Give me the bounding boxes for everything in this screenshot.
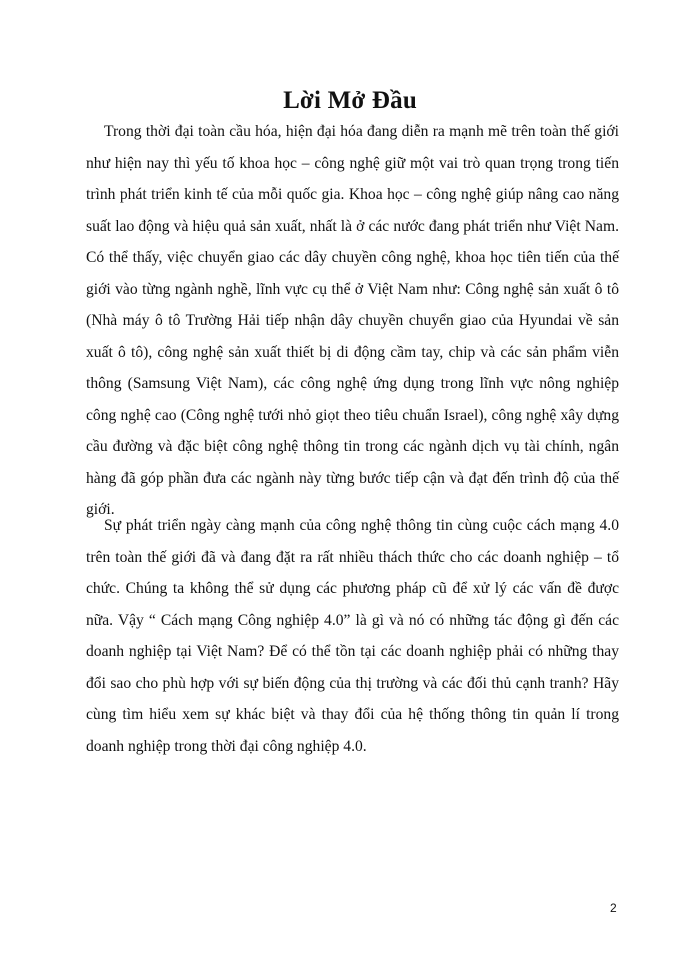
- paragraph-intro-text: Trong thời đại toàn cầu hóa, hiện đại hóa đang diễn ra mạnh mẽ trên toàn thế giới như hiện nay thì yếu tố khoa học – công nghệ giữ một vai trò quan trọng trong tiến trình phát triển kinh tế của mỗi quốc gia. Khoa học – công nghệ giúp nâng cao năng suất lao động và hiệu quả sản xuất, nhất là ở các nước đang phát triển như Việt Nam. Có thể thấy, việc chuyển giao các dây chuyền công nghệ, khoa học tiên tiến của thế giới vào từng ngành nghề, lĩnh vực cụ thể ở Việt Nam như: Công nghệ sản xuất ô tô (Nhà máy ô tô Trường Hải tiếp nhận dây chuyền chuyển giao của Hyundai về sản xuất ô tô), công nghệ sản xuất thiết bị di động cầm tay, chip và các sản phẩm viễn thông (Samsung Việt Nam), các công nghệ ứng dụng trong lĩnh vực nông nghiệp công nghệ cao (Công nghệ tưới nhỏ giọt theo tiêu chuẩn Israel), công nghệ xây dựng cầu đường và đặc biệt công nghệ thông tin trong các ngành dịch vụ tài chính, ngân hàng đã góp phần đưa các ngành này từng bước tiếp cận và đạt đến trình độ của thế giới.: [86, 123, 619, 518]
- paragraph-intro: [86, 116, 619, 526]
- paragraph-industry-4-0-text: Sự phát triển ngày càng mạnh của công nghệ thông tin cùng cuộc cách mạng 4.0 trên toàn thế giới đã và đang đặt ra rất nhiều thách thức cho các doanh nghiệp – tổ chức. Chúng ta không thể sử dụng các phương pháp cũ để xử lý các vấn đề được nữa. Vậy “ Cách mạng Công nghiệp 4.0” là gì và nó có những tác động gì đến các doanh nghiệp tại Việt Nam? Để có thể tồn tại các doanh nghiệp phải có những thay đổi sao cho phù hợp với sự biến động của thị trường và các đối thủ cạnh tranh? Hãy cùng tìm hiểu xem sự khác biệt và thay đổi của hệ thống thông tin quản lí trong doanh nghiệp trong thời đại công nghiệp 4.0.: [86, 517, 619, 755]
- page-number: 2: [610, 901, 617, 915]
- paragraph-industry-4-0: [86, 510, 619, 762]
- page-title: Lời Mở Đầu: [283, 87, 417, 114]
